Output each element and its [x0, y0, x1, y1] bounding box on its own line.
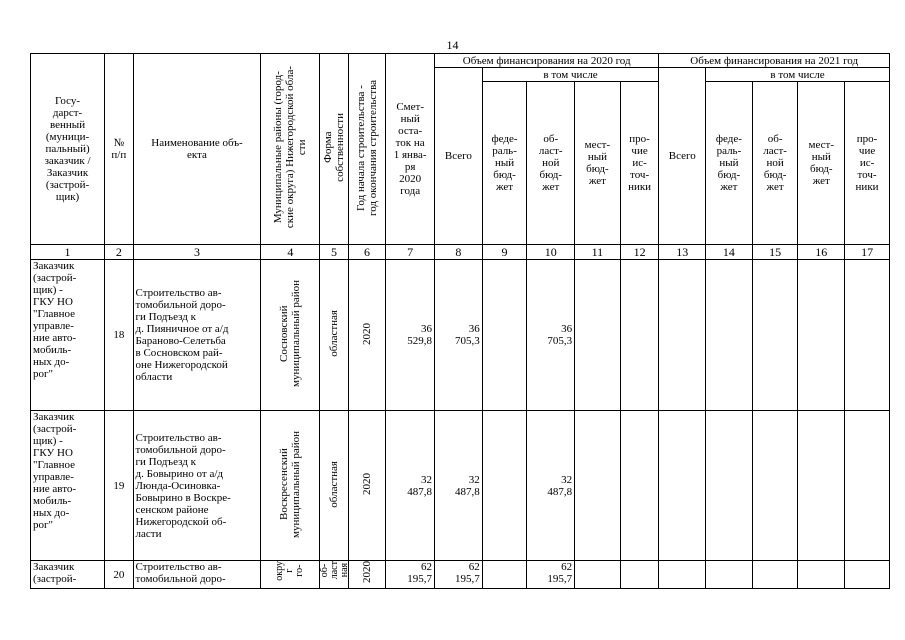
financing-table [30, 53, 890, 589]
cell-other-2020 [620, 260, 659, 411]
header-including-2021: в том числе [706, 68, 890, 82]
cell-name: Строительство ав- томобильной доро- [133, 561, 261, 589]
cell-federal-2021 [706, 561, 753, 589]
cell-local-2020 [575, 411, 621, 561]
col-num: 9 [482, 245, 527, 260]
col-num: 17 [845, 245, 890, 260]
cell-local-2020 [575, 260, 621, 411]
header-local-2020: мест- ный бюд- жет [575, 82, 621, 245]
cell-years: 2020 [348, 411, 386, 561]
cell-regional-2021 [752, 561, 798, 589]
cell-name: Строительство ав- томобильной доро- ги Подъезд к д. Пияничное от а/д Бараново-Селетьба в Сосновском рай- оне Нижегородской области [133, 260, 261, 411]
header-name: Наименование объ- екта [133, 54, 261, 245]
cell-total-2021 [659, 411, 706, 561]
cell-num: 18 [105, 260, 133, 411]
table-row [31, 561, 890, 589]
header-fin-2021: Объем финансирования на 2021 год [659, 54, 890, 68]
col-num: 6 [348, 245, 386, 260]
table-row [31, 260, 890, 411]
column-numbers-row [31, 245, 890, 260]
cell-local-2020 [575, 561, 621, 589]
col-num: 10 [527, 245, 575, 260]
cell-years: 2020 [348, 561, 386, 589]
cell-district: Сосновский муниципальный район [261, 260, 320, 411]
header-federal-2021: феде- раль- ный бюд- жет [706, 82, 753, 245]
col-num: 1 [31, 245, 105, 260]
cell-other-2020 [620, 411, 659, 561]
col-num: 16 [798, 245, 845, 260]
cell-ownership: областная [320, 260, 348, 411]
header-other-2020: про- чие ис- точ- ники [620, 82, 659, 245]
col-num: 3 [133, 245, 261, 260]
cell-other-2021 [845, 411, 890, 561]
table-row [31, 411, 890, 561]
header-num: № п/п [105, 54, 133, 245]
col-num: 5 [320, 245, 348, 260]
col-num: 7 [386, 245, 435, 260]
cell-total-2020: 32 487,8 [435, 411, 483, 561]
page-number: 14 [446, 38, 459, 52]
header-total-2021: Всего [659, 68, 706, 245]
cell-customer: Заказчик (застрой- щик) - ГКУ НО "Главное управле- ние авто- мобиль- ных до- рог" [31, 411, 105, 561]
cell-total-2020: 36 705,3 [435, 260, 483, 411]
cell-num: 20 [105, 561, 133, 589]
col-num: 4 [261, 245, 320, 260]
header-other-2021: про- чие ис- точ- ники [845, 82, 890, 245]
cell-name: Строительство ав- томобильной доро- ги Подъезд к д. Бовырино от а/д Люнда-Осиновка- Бовырино в Воскре- сенском районе Нижегородской об- ласти [133, 411, 261, 561]
cell-regional-2020: 32 487,8 [527, 411, 575, 561]
cell-district: окру г го- [261, 561, 320, 589]
cell-cost: 32 487,8 [386, 411, 435, 561]
cell-regional-2021 [752, 411, 798, 561]
header-regional-2020: об- ласт- ной бюд- жет [527, 82, 575, 245]
cell-total-2020: 62 195,7 [435, 561, 483, 589]
header-fin-2020: Объем финансирования на 2020 год [435, 54, 659, 68]
cell-cost: 36 529,8 [386, 260, 435, 411]
col-num: 2 [105, 245, 133, 260]
cell-other-2021 [845, 260, 890, 411]
header-local-2021: мест- ный бюд- жет [798, 82, 845, 245]
col-num: 12 [620, 245, 659, 260]
cell-cost: 62 195,7 [386, 561, 435, 589]
col-num: 8 [435, 245, 483, 260]
cell-customer: Заказчик (застрой- [31, 561, 105, 589]
col-num: 14 [706, 245, 753, 260]
cell-other-2021 [845, 561, 890, 589]
cell-total-2021 [659, 260, 706, 411]
cell-years: 2020 [348, 260, 386, 411]
cell-ownership: областная [320, 411, 348, 561]
header-including-2020: в том числе [482, 68, 659, 82]
cell-regional-2020: 36 705,3 [527, 260, 575, 411]
cell-num: 19 [105, 411, 133, 561]
header-ownership: Форма собственности [320, 54, 348, 245]
cell-district: Воскресенский муниципальный район [261, 411, 320, 561]
cell-local-2021 [798, 260, 845, 411]
header-regional-2021: об- ласт- ной бюд- жет [752, 82, 798, 245]
col-num: 13 [659, 245, 706, 260]
cell-regional-2021 [752, 260, 798, 411]
cell-regional-2020: 62 195,7 [527, 561, 575, 589]
cell-local-2021 [798, 561, 845, 589]
cell-local-2021 [798, 411, 845, 561]
header-cost: Смет- ный оста- ток на 1 янва- ря 2020 года [386, 54, 435, 245]
cell-other-2020 [620, 561, 659, 589]
cell-ownership: об- ласт ная [320, 561, 348, 589]
cell-federal-2021 [706, 260, 753, 411]
cell-customer: Заказчик (застрой- щик) - ГКУ НО "Главное управле- ние авто- мобиль- ных до- рог" [31, 260, 105, 411]
cell-federal-2020 [482, 411, 527, 561]
header-federal-2020: феде- раль- ный бюд- жет [482, 82, 527, 245]
cell-federal-2020 [482, 561, 527, 589]
header-years: Год начала строительства - год окончания строительства [348, 54, 386, 245]
header-district: Муниципальные районы (город- ские округа) Нижегородской обла- сти [261, 54, 320, 245]
col-num: 15 [752, 245, 798, 260]
header-total-2020: Всего [435, 68, 483, 245]
col-num: 11 [575, 245, 621, 260]
cell-federal-2021 [706, 411, 753, 561]
header-customer: Госу- дарст- венный (муници- пальный) заказчик / Заказчик (застрой- щик) [31, 54, 105, 245]
cell-total-2021 [659, 561, 706, 589]
cell-federal-2020 [482, 260, 527, 411]
